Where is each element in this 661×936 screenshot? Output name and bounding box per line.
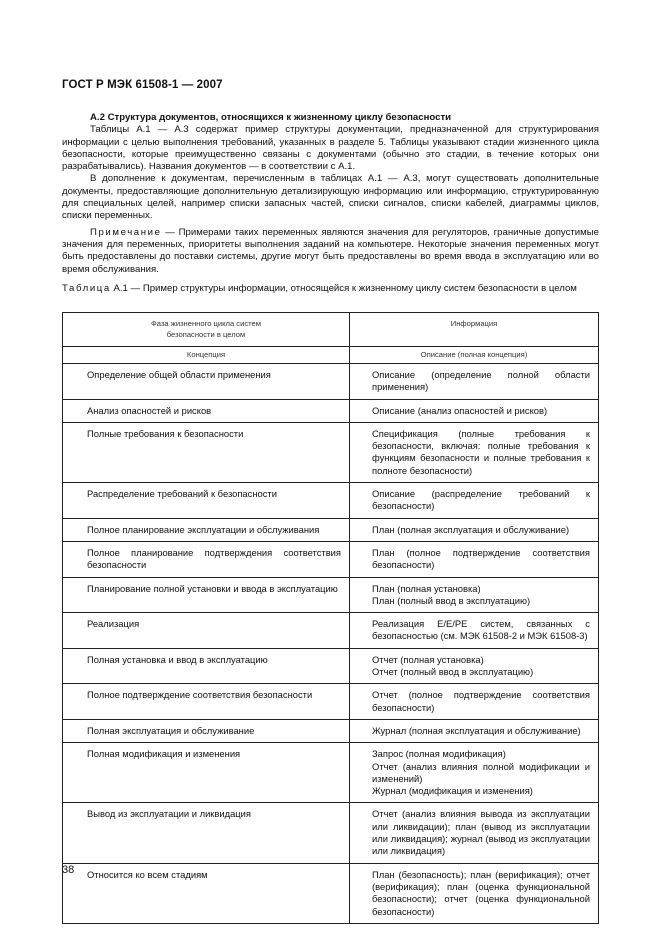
info-line: Реализация Е/Е/РЕ систем, связанных с безопасностью (см. МЭК 61508-2 и МЭК 61508-3) — [372, 618, 590, 642]
phase-cell: Полная модификация и изменения — [63, 743, 350, 803]
table-row — [63, 803, 599, 863]
phase-cell: Полное подтверждение соответствия безопасности — [63, 684, 350, 720]
phase-cell: Вывод из эксплуатации и ликвидация — [63, 803, 350, 863]
table-row — [63, 648, 599, 684]
phase-cell: Полное планирование эксплуатации и обслуживания — [63, 518, 350, 541]
info-line: Описание (анализ опасностей и рисков) — [372, 404, 548, 416]
info-line: План (полная установка) — [372, 582, 481, 594]
table-row — [63, 364, 599, 400]
table-caption-text: А.1 — Пример структуры информации, относящейся к жизненному циклу систем безопасности в целом — [110, 283, 577, 294]
phase-cell: Определение общей области применения — [63, 364, 350, 400]
info-line: Журнал (модификация и изменения) — [372, 785, 533, 797]
document-code-header: ГОСТ Р МЭК 61508-1 — 2007 — [62, 79, 223, 91]
paragraph-2: В дополнение к документам, перечисленным в таблицах А.1 — А.3, могут существовать дополнительные документы, предоставляющие дополнительную детализирующую информацию или информацию, структурированную для специальных целей, например списки запасных частей, списки сигналов, списки кабелей, диаграммы циклов, списки переменных. — [62, 173, 599, 222]
info-cell — [350, 803, 599, 863]
info-cell — [350, 541, 599, 577]
table-row — [63, 743, 599, 803]
table-row — [63, 719, 599, 742]
info-line: План (безопасность); план (верификация); отчет (верификация); план (оценка функциональной безопасности); отчет (оценка функциональной безопасности) — [372, 868, 590, 917]
info-line: Отчет (полная установка) — [372, 653, 484, 665]
note-paragraph — [62, 227, 599, 276]
info-cell — [350, 518, 599, 541]
table-row — [63, 483, 599, 519]
info-cell — [350, 684, 599, 720]
phase-cell: Распределение требований к безопасности — [63, 483, 350, 519]
phase-cell: Полные требования к безопасности — [63, 422, 350, 482]
info-line: План (полный ввод в эксплуатацию) — [372, 594, 531, 606]
col-phase-header — [63, 313, 350, 347]
info-cell — [350, 719, 599, 742]
section-heading: А.2 Структура документов, относящихся к жизненному циклу безопасности — [90, 112, 452, 123]
table-row — [63, 541, 599, 577]
phase-cell: Анализ опасностей и рисков — [63, 399, 350, 422]
info-line: Описание (определение полной области применения) — [372, 369, 590, 393]
table-row — [63, 577, 599, 613]
info-cell — [350, 648, 599, 684]
info-cell — [350, 577, 599, 613]
table-row — [63, 399, 599, 422]
phase-cell: Планирование полной установки и ввода в эксплуатацию — [63, 577, 350, 613]
info-cell — [350, 743, 599, 803]
col-phase-header-line-2: безопасности в целом — [166, 330, 246, 339]
info-line: Журнал (полная эксплуатация и обслуживание) — [372, 724, 581, 736]
paragraph-1: Таблицы А.1 — А.3 содержат пример структуры документации, предназначенной для структурирования информации с целью выполнения требований, указанных в разделе 5. Таблицы указывают стадии жизненного цикла безопасности, которые преимущественно связаны с документами (обычно это стадии, в течение которых они разрабатывались). Названия документов — в соответствии с А.1. — [62, 124, 599, 173]
table-row — [63, 518, 599, 541]
info-line: Отчет (анализ влияния вывода из эксплуатации или ликвидации); план (вывод из эксплуатации или ликвидация); журнал (вывод из эксплуатации или ликвидация) — [372, 808, 590, 857]
phase-cell: Полная эксплуатация и обслуживание — [63, 719, 350, 742]
table-caption — [62, 283, 599, 295]
phase-cell: Реализация — [63, 613, 350, 649]
info-line: Отчет (полное подтверждение соответствия безопасности) — [372, 689, 590, 713]
info-cell — [350, 364, 599, 400]
table-row — [63, 613, 599, 649]
info-cell — [350, 613, 599, 649]
concept-phase-cell: Концепция — [63, 347, 350, 364]
info-cell — [350, 483, 599, 519]
table-row — [63, 863, 599, 923]
info-line: Спецификация (полные требования к безопасности, включая: полные требования к функциям безопасности и полные требования к полноте безопасности) — [372, 427, 590, 476]
info-line: План (полная эксплуатация и обслуживание) — [372, 523, 570, 535]
table-row — [63, 684, 599, 720]
table-row — [63, 422, 599, 482]
phase-cell: Полное планирование подтверждения соответствия безопасности — [63, 541, 350, 577]
table-header-row — [63, 313, 599, 347]
info-line: Отчет (полный ввод в эксплуатацию) — [372, 666, 534, 678]
info-line: Отчет (анализ влияния полной модификации и изменений) — [372, 760, 590, 784]
note-text: — Примерами таких переменных являются значения для регуляторов, граничные допустимые значения для переменных, приоритеты выполнения заданий на компьютере. Некоторые значения переменных могут быть предоставлены до поставки системы, другие могут быть предоставлены во время ввода в эксплуатацию или во время обслуживания. — [62, 226, 599, 275]
lifecycle-info-table — [62, 312, 599, 924]
info-cell — [350, 399, 599, 422]
info-cell — [350, 863, 599, 923]
concept-info-cell: Описание (полная концепция) — [350, 347, 599, 364]
phase-cell: Полная установка и ввод в эксплуатацию — [63, 648, 350, 684]
info-line: Запрос (полная модификация) — [372, 748, 506, 760]
col-info-header: Информация — [350, 313, 599, 347]
info-line: Описание (распределение требований к безопасности) — [372, 488, 590, 512]
table-subheader-row — [63, 347, 599, 364]
table-caption-label: Таблица — [62, 283, 111, 294]
page-number: 38 — [62, 864, 75, 876]
info-line: План (полное подтверждение соответствия безопасности) — [372, 546, 590, 571]
note-label: Примечание — [90, 226, 162, 238]
info-cell — [350, 422, 599, 482]
col-phase-header-line-1: Фаза жизненного цикла систем — [151, 319, 261, 328]
section-body — [62, 112, 599, 276]
phase-cell: Относится ко всем стадиям — [63, 863, 350, 923]
